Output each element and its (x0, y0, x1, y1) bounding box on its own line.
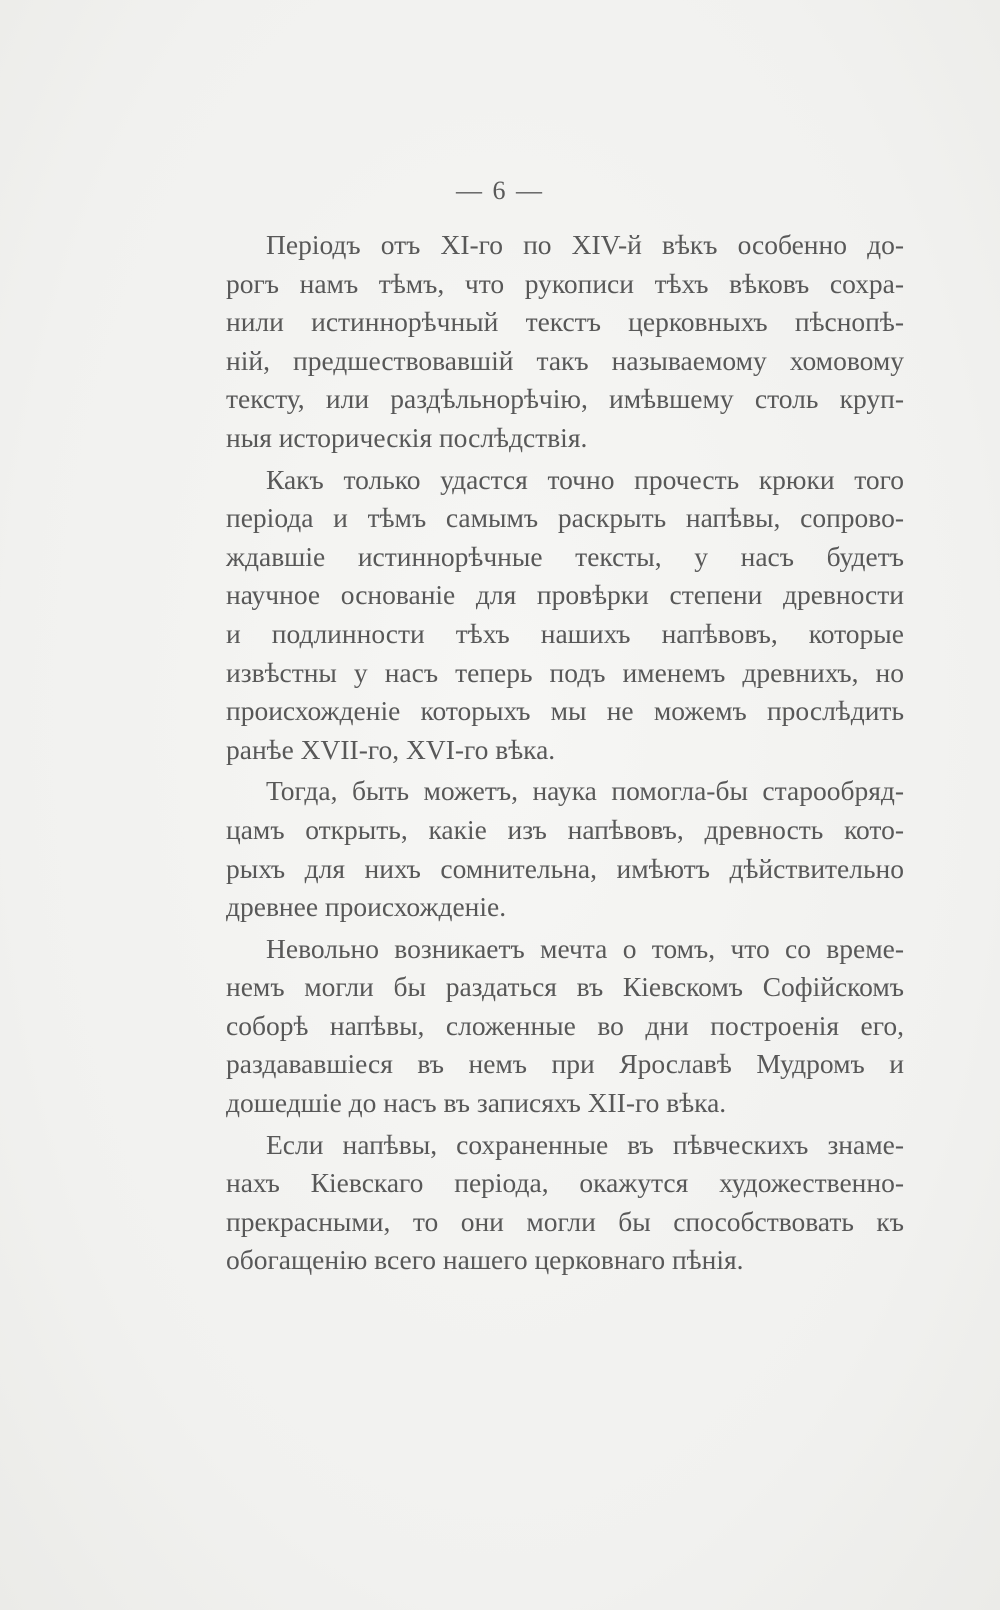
text-line: Если напѣвы, сохраненные въ пѣвческихъ знаме- (266, 1128, 904, 1160)
text-line: ныя историческія послѣдствія. (226, 421, 588, 453)
text-line: ранѣе XVII-го, XVI-го вѣка. (226, 733, 556, 765)
text-line: немъ могли бы раздаться въ Кіевскомъ Софійскомъ (226, 971, 904, 1003)
text-line: нили истиннорѣчный текстъ церковныхъ пѣснопѣ- (226, 306, 904, 338)
text-line: прекрасными, то они могли бы способствовать къ (226, 1205, 904, 1237)
paragraph (226, 226, 904, 458)
text-line: Тогда, быть можетъ, наука помогла-бы старообряд- (266, 775, 904, 807)
text-line: нахъ Кіевскаго періода, окажутся художественно- (226, 1167, 904, 1199)
text-line: извѣстны у насъ теперь подъ именемъ древнихъ, но (226, 656, 904, 688)
text-line: Невольно возникаетъ мечта о томъ, что со време- (266, 932, 904, 964)
text-line: обогащенію всего нашего церковнаго пѣнія. (226, 1244, 744, 1276)
text-line: рогъ намъ тѣмъ, что рукописи тѣхъ вѣковъ сохра- (226, 267, 904, 299)
body-text (226, 226, 904, 1283)
text-line: ній, предшествовавшій такъ называемому хомовому (226, 344, 904, 376)
text-line: Періодъ отъ XI-го по XIV-й вѣкъ особенно до- (266, 229, 904, 260)
text-line: древнее происхожденіе. (226, 891, 507, 923)
text-line: и подлинности тѣхъ нашихъ напѣвовъ, которые (226, 617, 904, 649)
paragraph (226, 930, 904, 1123)
text-line: ждавшіе истиннорѣчные тексты, у насъ будетъ (226, 540, 904, 572)
text-line: цамъ открыть, какіе изъ напѣвовъ, древность кото- (226, 813, 904, 845)
text-line: тексту, или раздѣльнорѣчію, имѣвшему столь круп- (226, 383, 904, 415)
text-line: дошедшіе до насъ въ записяхъ XII-го вѣка. (226, 1087, 727, 1119)
text-line: происхожденіе которыхъ мы не можемъ прослѣдить (226, 695, 904, 727)
text-line: соборѣ напѣвы, сложенные во дни построенія его, (226, 1009, 904, 1041)
paragraph (226, 1126, 904, 1280)
paragraph (226, 461, 904, 770)
text-line: рыхъ для нихъ сомнительна, имѣютъ дѣйствительно (226, 852, 904, 884)
paragraph (226, 772, 904, 926)
text-line: научное основаніе для провѣрки степени древности (226, 579, 904, 611)
text-line: періода и тѣмъ самымъ раскрыть напѣвы, сопрово- (226, 502, 904, 534)
text-line: раздававшіеся въ немъ при Ярославѣ Мудромъ и (226, 1048, 904, 1080)
page-number: — 6 — (456, 176, 544, 205)
text-line: Какъ только удастся точно прочесть крюки того (266, 463, 904, 495)
